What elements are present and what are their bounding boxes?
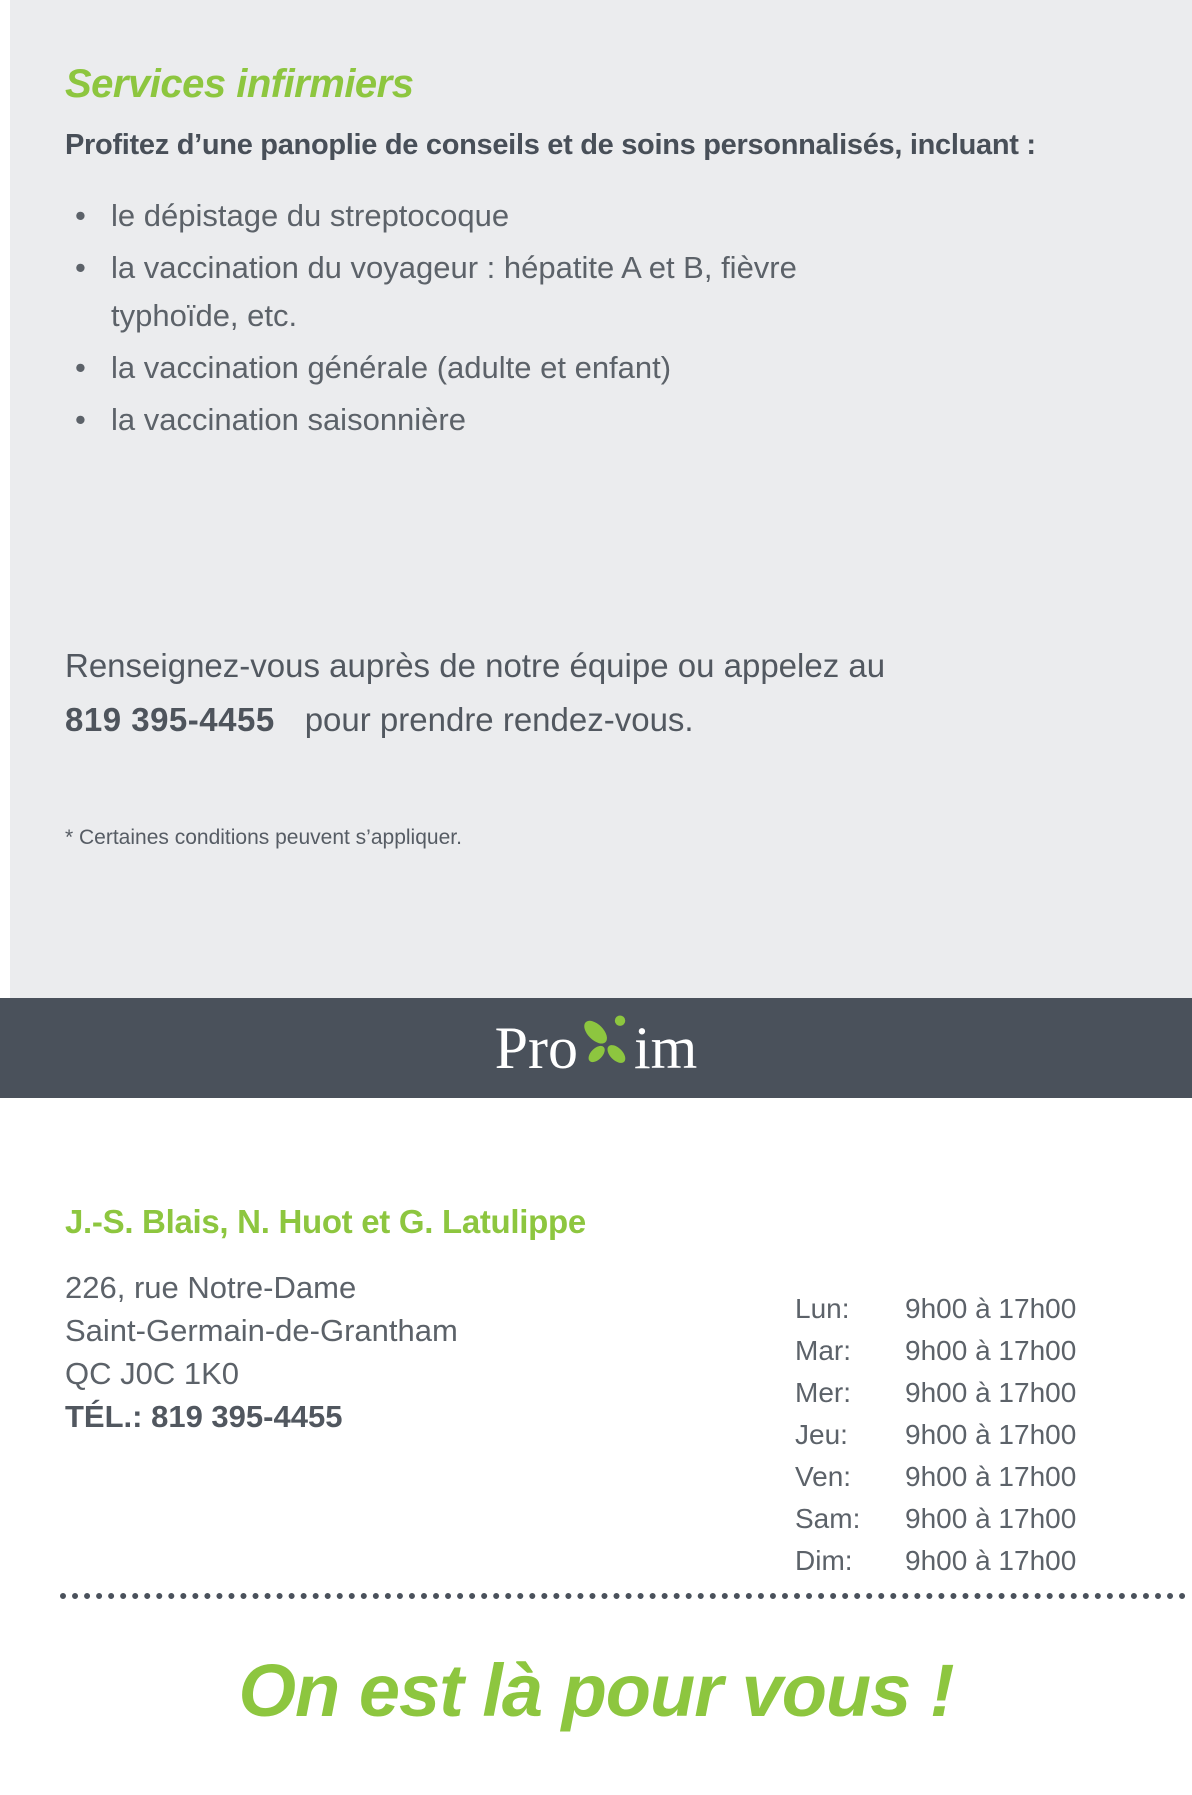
hours-time: 9h00 à 17h00 bbox=[905, 1335, 1077, 1366]
phone-number: 819 395-4455 bbox=[65, 701, 275, 739]
list-item: • le dépistage du streptocoque bbox=[65, 192, 895, 240]
services-panel bbox=[10, 0, 1192, 998]
brand-band bbox=[0, 998, 1192, 1098]
hours-day: Lun: bbox=[795, 1293, 850, 1324]
address-line: Saint-Germain-de-Grantham bbox=[65, 1313, 458, 1348]
cta-line2-text: pour prendre rendez-vous. bbox=[304, 701, 694, 739]
opening-hours bbox=[795, 1288, 1076, 1582]
hours-day: Dim: bbox=[795, 1545, 853, 1576]
logo-text-pro: Pro bbox=[494, 1015, 578, 1081]
hours-day: Mer: bbox=[795, 1377, 851, 1408]
store-address bbox=[65, 1266, 458, 1438]
contact-cta bbox=[65, 642, 1102, 744]
hours-day: Ven: bbox=[795, 1461, 852, 1492]
hours-day: Mar: bbox=[795, 1335, 851, 1366]
store-phone: TÉL.: 819 395-4455 bbox=[65, 1399, 343, 1434]
proxim-x-leaf-icon bbox=[580, 1009, 632, 1073]
hours-row bbox=[795, 1330, 1076, 1372]
services-bullet-list bbox=[65, 192, 895, 444]
tagline: On est là pour vous ! bbox=[238, 1649, 954, 1732]
hours-row bbox=[795, 1414, 1076, 1456]
hours-day: Sam: bbox=[795, 1503, 861, 1534]
list-item: • la vaccination générale (adulte et enfant) bbox=[65, 344, 895, 392]
address-line: QC J0C 1K0 bbox=[65, 1356, 240, 1391]
hours-row bbox=[795, 1540, 1076, 1582]
proxim-logo bbox=[494, 1015, 698, 1081]
services-intro: Profitez d’une panoplie de conseils et de soins personnalisés, incluant : bbox=[65, 129, 1036, 161]
pharmacists-names: J.-S. Blais, N. Huot et G. Latulippe bbox=[65, 1203, 586, 1240]
services-heading: Services infirmiers bbox=[65, 62, 414, 106]
hours-time: 9h00 à 17h00 bbox=[905, 1377, 1077, 1408]
hours-row bbox=[795, 1372, 1076, 1414]
hours-time: 9h00 à 17h00 bbox=[905, 1461, 1077, 1492]
hours-time: 9h00 à 17h00 bbox=[905, 1293, 1077, 1324]
list-item: • la vaccination saisonnière bbox=[65, 396, 895, 444]
list-item: • la vaccination du voyageur : hépatite A et B, fièvre typhoïde, etc. bbox=[65, 244, 895, 340]
hours-row bbox=[795, 1288, 1076, 1330]
hours-time: 9h00 à 17h00 bbox=[905, 1503, 1077, 1534]
hours-time: 9h00 à 17h00 bbox=[905, 1545, 1077, 1576]
dotted-divider bbox=[60, 1593, 1186, 1599]
cta-line2 bbox=[65, 696, 1102, 744]
cta-line1: Renseignez-vous auprès de notre équipe ou appelez au bbox=[65, 647, 886, 685]
hours-row bbox=[795, 1498, 1076, 1540]
hours-day: Jeu: bbox=[795, 1419, 848, 1450]
logo-text-im: im bbox=[634, 1015, 698, 1081]
hours-time: 9h00 à 17h00 bbox=[905, 1419, 1077, 1450]
address-line: 226, rue Notre-Dame bbox=[65, 1270, 357, 1305]
conditions-disclaimer: * Certaines conditions peuvent s’appliquer. bbox=[65, 825, 462, 849]
hours-row bbox=[795, 1456, 1076, 1498]
